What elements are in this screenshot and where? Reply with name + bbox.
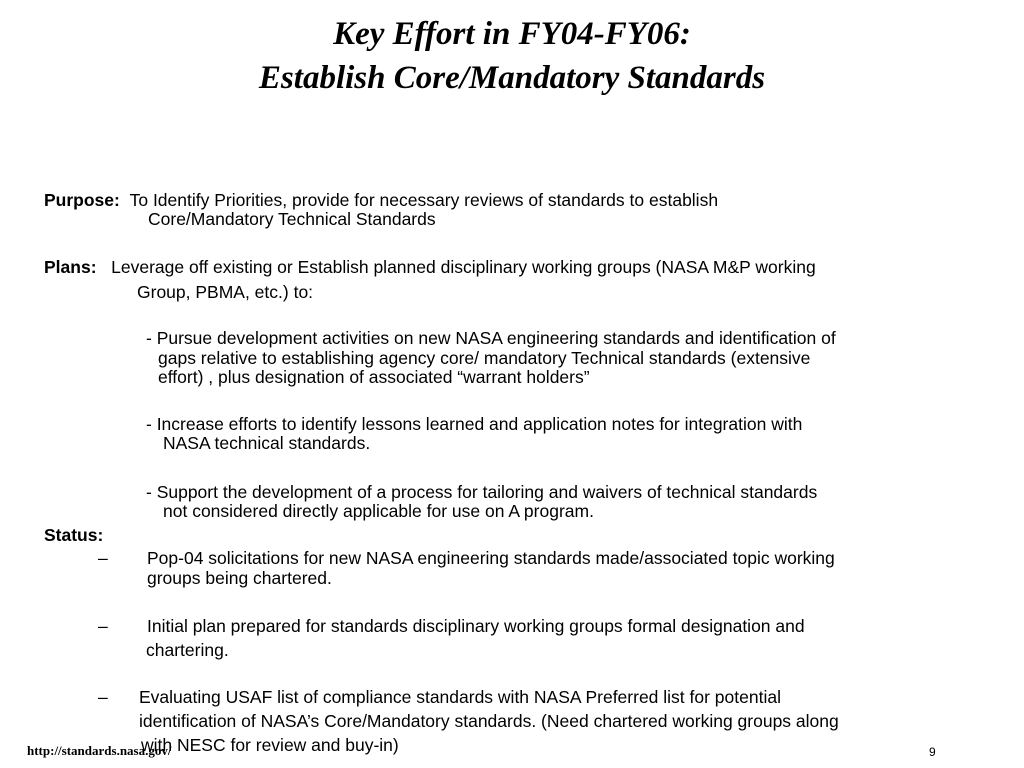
plans-item-1-line-3: effort) , plus designation of associated “warrant holders” — [158, 367, 590, 387]
page-number: 9 — [929, 745, 936, 759]
purpose-text-line-2: Core/Mandatory Technical Standards — [148, 209, 436, 229]
plans-item-1-line-2: gaps relative to establishing agency core/ mandatory Technical standards (extensive — [158, 348, 811, 368]
status-item-2-line-2: chartering. — [146, 640, 229, 660]
status-item-3-line-1: Evaluating USAF list of compliance standards with NASA Preferred list for potential — [139, 687, 781, 707]
status-item-1-line-2: groups being chartered. — [147, 568, 332, 588]
plans-item-3-line-2: not considered directly applicable for use on A program. — [163, 501, 594, 521]
footer-url[interactable]: http://standards.nasa.gov/ — [27, 743, 172, 758]
slide-title — [0, 12, 1024, 100]
plans-item-2-line-1: - Increase efforts to identify lessons learned and application notes for integration with — [146, 414, 803, 434]
title-line-1: Key Effort in FY04-FY06: — [333, 16, 691, 52]
purpose-label: Purpose: — [44, 190, 120, 210]
status-item-2-dash: – — [98, 616, 108, 636]
plans-text-line-2: Group, PBMA, etc.) to: — [137, 282, 314, 302]
plans-item-3-line-1: - Support the development of a process for tailoring and waivers of technical standards — [146, 482, 818, 502]
status-item-1-dash: – — [98, 548, 108, 568]
status-item-1-line-1: Pop-04 solicitations for new NASA engineering standards made/associated topic working — [147, 548, 835, 568]
plans-label: Plans: — [44, 257, 97, 277]
plans-item-2-line-2: NASA technical standards. — [163, 433, 371, 453]
plans-text-line-1: Leverage off existing or Establish planned disciplinary working groups (NASA M&P working — [111, 257, 816, 277]
title-line-2: Establish Core/Mandatory Standards — [258, 60, 766, 96]
status-label: Status: — [44, 525, 104, 545]
status-item-3-line-3: with NESC for review and buy-in) — [141, 735, 399, 755]
plans-section — [44, 257, 816, 277]
purpose-section — [44, 190, 718, 210]
status-item-3-dash: – — [98, 687, 108, 707]
status-item-2-line-1: Initial plan prepared for standards disciplinary working groups formal designation and — [147, 616, 805, 636]
status-item-3-line-2: identification of NASA’s Core/Mandatory standards. (Need chartered working groups along — [139, 711, 839, 731]
purpose-text-line-1: To Identify Priorities, provide for necessary reviews of standards to establish — [129, 190, 719, 210]
plans-item-1-line-1: - Pursue development activities on new NASA engineering standards and identification of — [146, 328, 836, 348]
